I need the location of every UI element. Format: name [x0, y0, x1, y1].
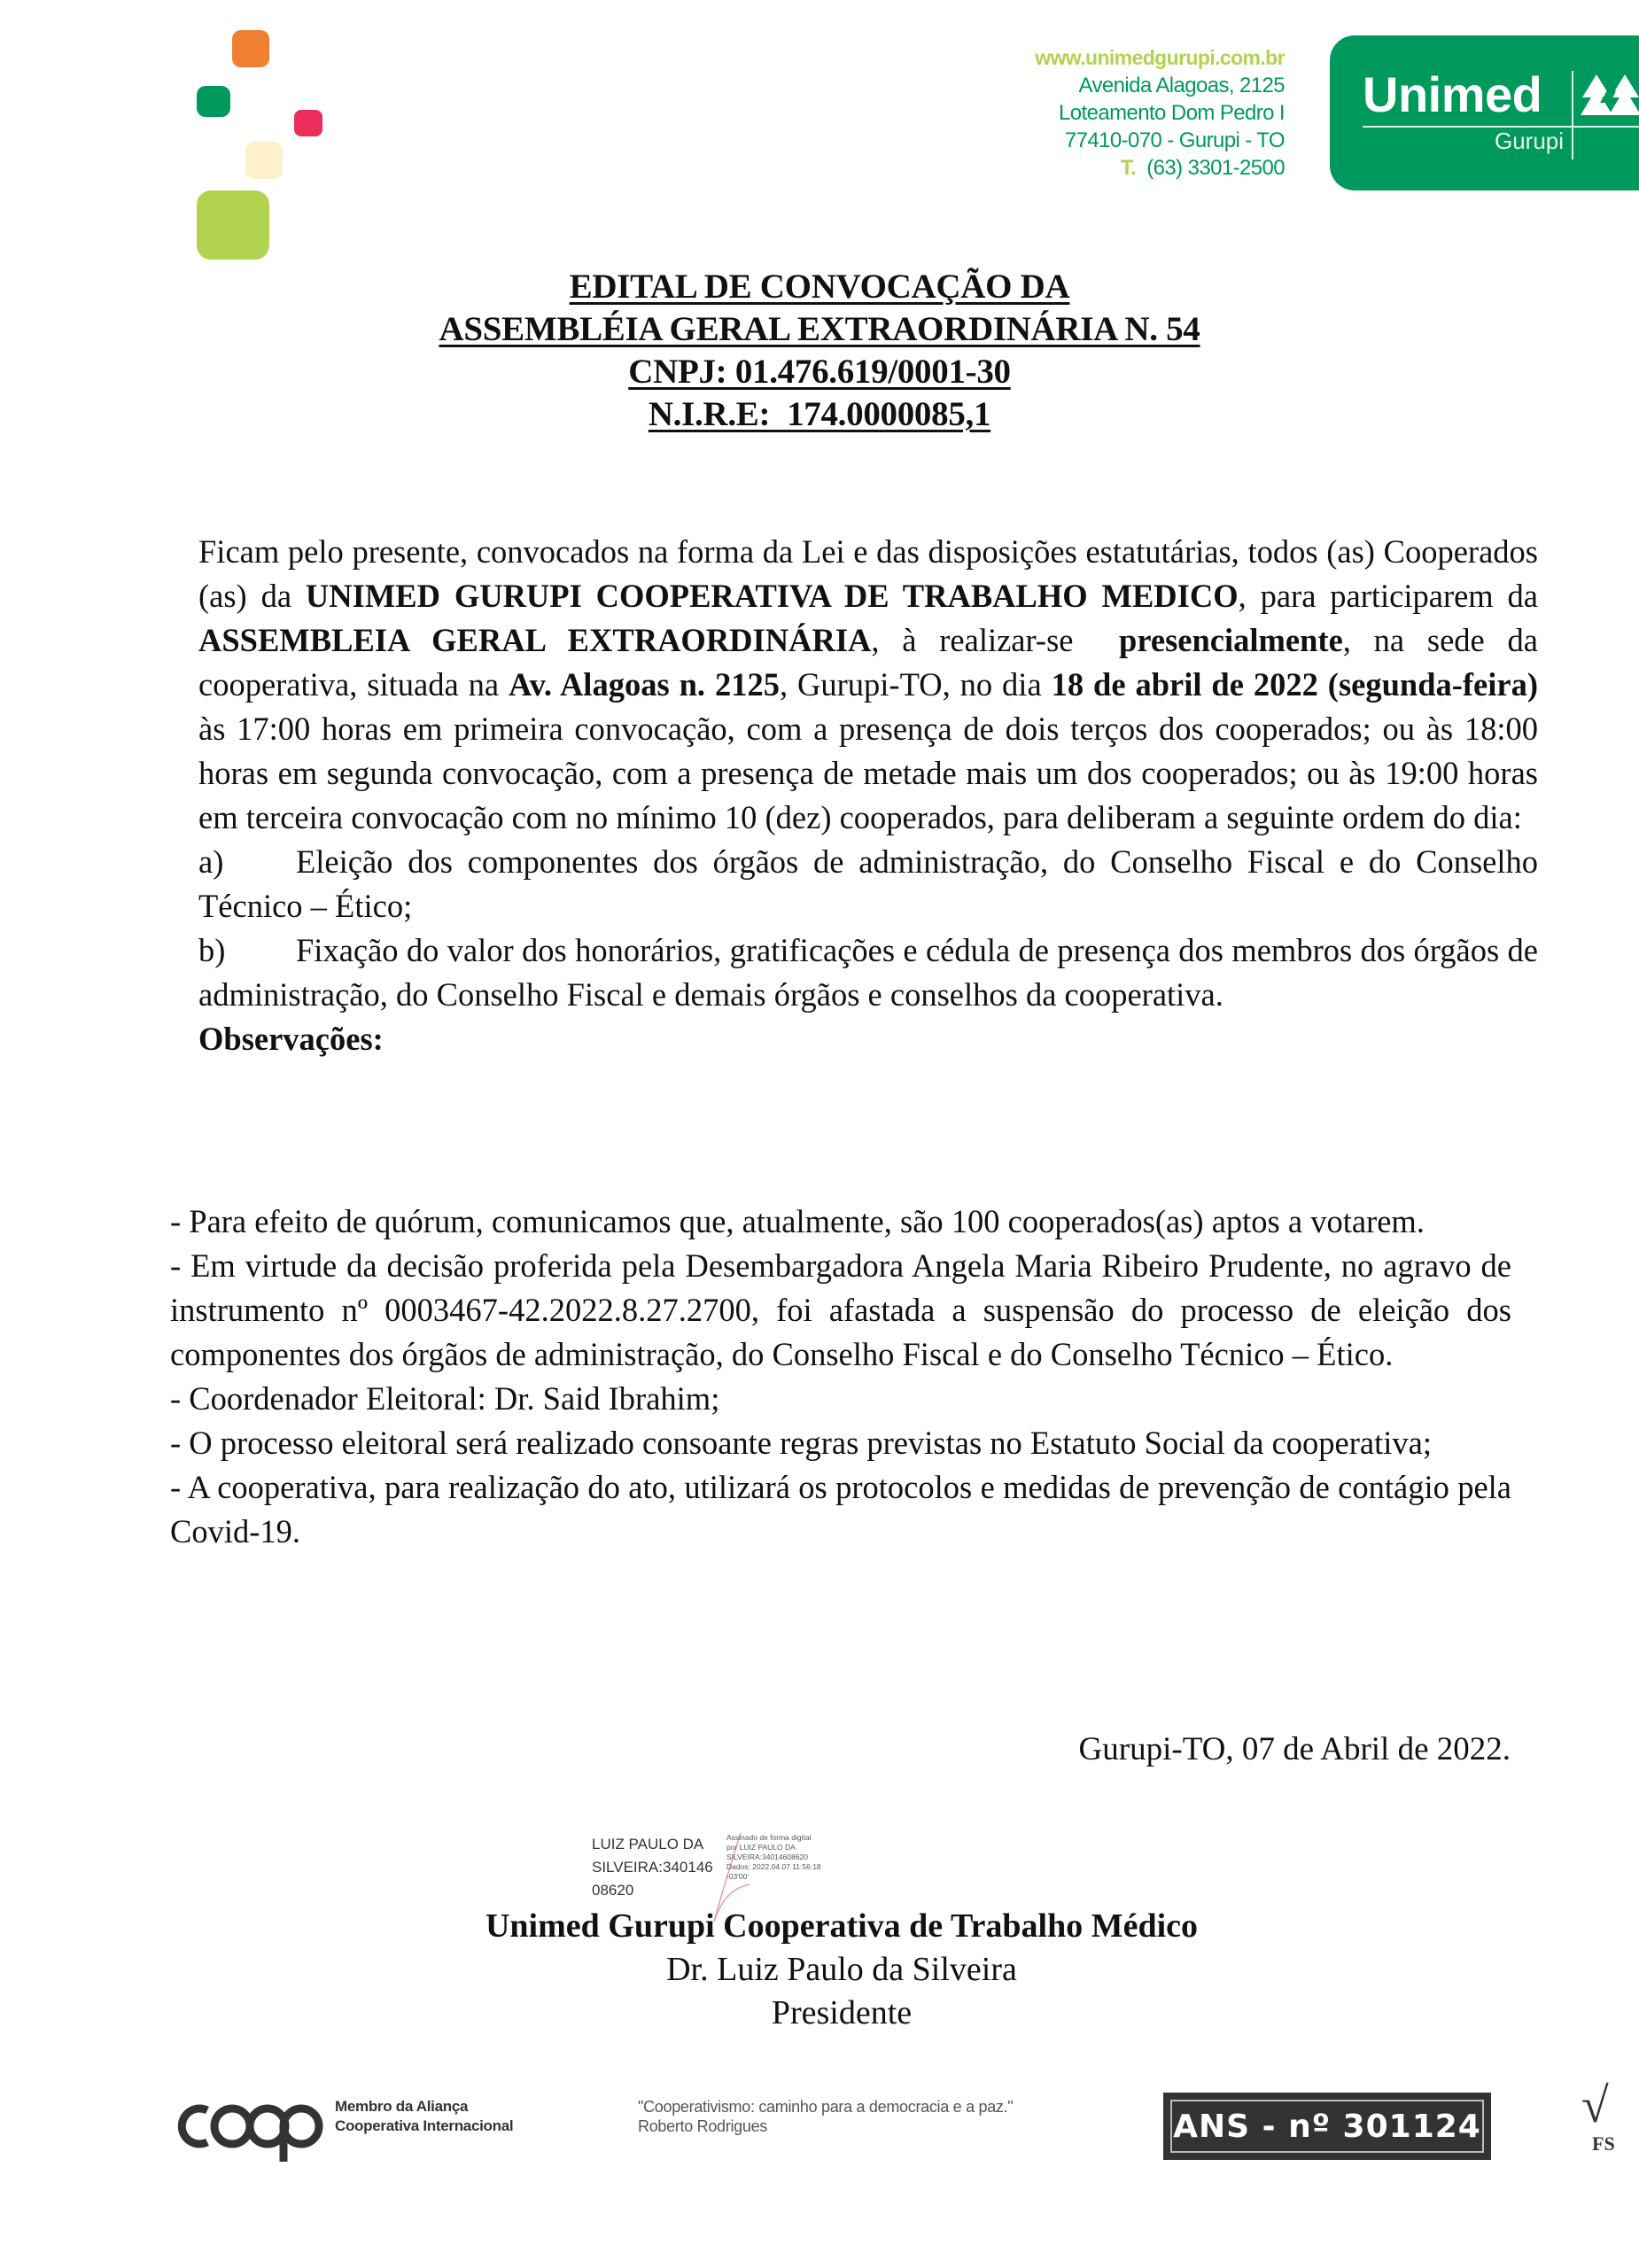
text-span: , para participarem da: [1238, 578, 1539, 614]
convocation-body: [198, 530, 1538, 1061]
logo-square-lime: [197, 190, 269, 260]
header-contact-block: [1035, 44, 1285, 182]
quote-text: "Cooperativismo: caminho para a democracia e a paz.": [638, 2098, 1014, 2116]
signature-detail-line: -03'00': [726, 1872, 749, 1881]
quote-author: Roberto Rodrigues: [638, 2117, 767, 2135]
coop-line: Membro da Aliança: [335, 2098, 469, 2115]
logo-square-pink: [294, 110, 322, 136]
brand-name: Unimed: [1363, 66, 1542, 122]
text-span: Ficam pelo presente, convocados na forma da Lei e das disposições estatutárias, todos (as) Cooperados (as) da: [198, 533, 1538, 614]
cooperative-name: UNIMED GURUPI COOPERATIVA DE TRABALHO MEDICO: [305, 578, 1239, 614]
fs-certification-logo: [1581, 2078, 1639, 2166]
unimed-brand-logo: [1330, 35, 1639, 190]
date-line: Gurupi-TO, 07 de Abril de 2022.: [1078, 1731, 1511, 1767]
observations-list: [170, 1200, 1511, 1554]
logo-square-orange: [232, 30, 269, 67]
phone-number: (63) 3301-2500: [1146, 156, 1285, 180]
address-line-1: Avenida Alagoas, 2125: [1078, 74, 1285, 97]
agenda-item-text: Fixação do valor dos honorários, gratificações e cédula de presença dos membros dos órgãos de administração, do Conselho Fiscal e demais órgãos e conselhos da cooperativa.: [198, 932, 1538, 1013]
coop-membership-text: [335, 2097, 513, 2136]
observation-item: - Em virtude da decisão proferida pela Desembargadora Angela Maria Ribeiro Prudente, no agravo de instrumento nº 0003467-42.2022.8.27.2700, foi afastada a suspensão do processo de eleição dos componentes dos órgãos de administração, do Conselho Fiscal e do Conselho Técnico – Ético.: [170, 1247, 1511, 1372]
ans-badge-label: ANS - nº 301124: [1170, 2100, 1484, 2153]
unimed-tree-icon: [1581, 71, 1639, 135]
observation-item: - A cooperativa, para realização do ato, utilizará os protocolos e medidas de prevenção de contágio pela Covid-19.: [170, 1469, 1511, 1550]
signer-block: [0, 1905, 1639, 2035]
signature-name: [592, 1833, 742, 1902]
coop-line: Cooperativa Internacional: [335, 2117, 514, 2134]
venue-address: Av. Alagoas n. 2125: [509, 666, 780, 703]
signature-name-line: LUIZ PAULO DA: [592, 1836, 704, 1852]
brand-city: Gurupi: [1495, 128, 1565, 154]
coop-logo-icon: [168, 2091, 328, 2162]
observation-item: - O processo eleitoral será realizado consoante regras previstas no Estatuto Social da cooperativa;: [170, 1425, 1432, 1461]
phone-line: [1035, 154, 1285, 182]
brand-divider-vertical: [1572, 71, 1573, 159]
agenda-item-label: a): [198, 843, 224, 880]
signature-detail-line: SILVEIRA:34014608620: [726, 1852, 808, 1861]
agenda-item-text: Eleição dos componentes dos órgãos de administração, do Conselho Fiscal e do Conselho Técnico – Ético;: [198, 843, 1538, 924]
signature-detail-line: Dados: 2022.04.07 11:56:18: [726, 1862, 821, 1871]
signature-detail-line: Assinado de forma digital: [726, 1833, 812, 1842]
signer-name: Dr. Luiz Paulo da Silveira: [666, 1951, 1017, 1988]
convocation-paragraph: [198, 530, 1538, 840]
observation-item: - Para efeito de quórum, comunicamos que, atualmente, são 100 cooperados(as) aptos a votarem.: [170, 1203, 1425, 1239]
attendance-mode: presencialmente: [1119, 622, 1343, 658]
text-span: às 17:00 horas em primeira convocação, com a presença de dois terços dos cooperados; ou às 18:00 horas em segunda convocação, com a presença de metade mais um dos cooperados; ou às 19:00 horas em terceira convocação com no mínimo 10 (dez) cooperados, para deliberam a seguinte ordem do dia:: [198, 711, 1538, 835]
logo-square-green: [197, 86, 230, 117]
title-line-1: EDITAL DE CONVOCAÇÃO DA: [569, 268, 1070, 306]
text-span: , na sede da cooperativa, situada na: [198, 622, 1538, 703]
logo-square-cream: [245, 142, 283, 179]
ans-badge: [1163, 2093, 1491, 2160]
signature-detail-line: por LUIZ PAULO DA: [726, 1843, 796, 1852]
signature-details: [726, 1833, 868, 1882]
agenda-item: [198, 840, 1538, 928]
agenda-item: [198, 928, 1538, 1017]
observations-heading: Observações:: [198, 1021, 384, 1057]
assembly-type: ASSEMBLEIA GERAL EXTRAORDINÁRIA: [198, 622, 872, 658]
square-root-icon: √: [1581, 2078, 1609, 2133]
title-cnpj: CNPJ: 01.476.619/0001-30: [628, 353, 1011, 391]
title-line-2: ASSEMBLÉIA GERAL EXTRAORDINÁRIA N. 54: [439, 310, 1200, 348]
signer-organization: Unimed Gurupi Cooperativa de Trabalho Médico: [485, 1907, 1198, 1945]
document-title: [0, 266, 1639, 436]
agenda-item-label: b): [198, 932, 226, 968]
text-span: , Gurupi-TO, no dia: [779, 666, 1052, 703]
phone-prefix: T.: [1120, 156, 1137, 180]
signer-role: Presidente: [771, 1994, 913, 2031]
assembly-date: 18 de abril de 2022 (segunda-feira): [1051, 666, 1539, 703]
fs-label: FS: [1592, 2132, 1615, 2155]
text-span: , à realizar-se: [871, 622, 1120, 658]
website-link[interactable]: www.unimedgurupi.com.br: [1035, 46, 1285, 69]
signature-name-line: 08620: [592, 1882, 634, 1899]
address-line-3: 77410-070 - Gurupi - TO: [1064, 128, 1285, 152]
signature-name-line: SILVEIRA:340146: [592, 1859, 713, 1876]
address-line-2: Loteamento Dom Pedro I: [1059, 101, 1285, 125]
footer-quote: [638, 2097, 1013, 2136]
observation-item: - Coordenador Eleitoral: Dr. Said Ibrahim;: [170, 1380, 720, 1417]
title-nire: N.I.R.E: 174.0000085,1: [648, 395, 991, 433]
